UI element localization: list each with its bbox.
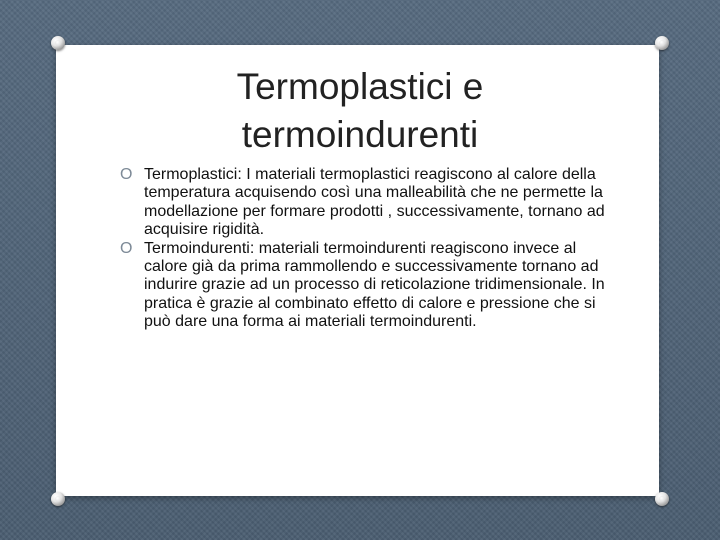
- bullet-text-termoindurenti: Termoindurenti: materiali termoindurenti reagiscono invece al calore già da prima rammollendo e successivamente tornano ad indurire grazie ad un processo di reticolazione tridimensionale. In pratica è grazie al combinato effetto di calore e pressione che si può dare una forma ai materiali termoindurenti.: [144, 239, 605, 331]
- pushpin-icon-top-right: [655, 36, 669, 50]
- pushpin-icon-bottom-left: [51, 492, 65, 506]
- pushpin-icon-top-left: [51, 36, 65, 50]
- bullet-item-termoplastici: [120, 166, 610, 240]
- bullet-text-termoplastici: Termoplastici: I materiali termoplastici reagiscono al calore della temperatura acquisendo così una malleabilità che ne permette la modellazione per formare prodotti , successivamente, tornano ad acquisire rigidità.: [144, 166, 605, 239]
- bullet-marker-icon: O: [120, 239, 133, 257]
- slide-title-line-2: termoindurenti: [241, 114, 479, 155]
- slide-title: [0, 63, 720, 159]
- slide-title-line-1: Termoplastici e: [236, 66, 484, 107]
- pushpin-icon-bottom-right: [655, 492, 669, 506]
- bullet-item-termoindurenti: [120, 240, 610, 332]
- bullet-list: [120, 166, 610, 332]
- bullet-marker-icon: O: [120, 166, 133, 183]
